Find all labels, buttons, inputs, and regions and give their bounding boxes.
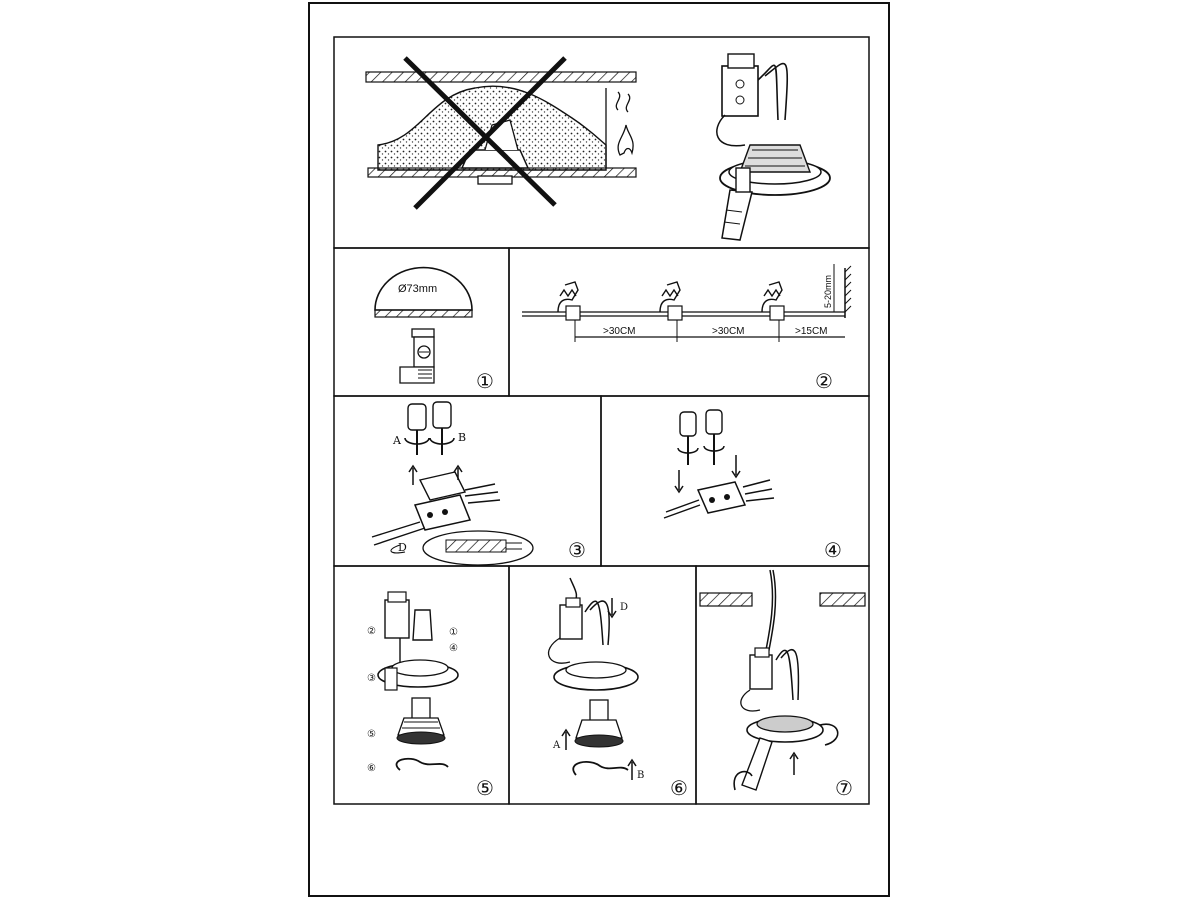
part-number-6: ⑥ — [367, 763, 376, 774]
step-1-number: ① — [476, 369, 494, 393]
label-d-step6: D — [620, 602, 629, 613]
page-border — [309, 3, 889, 896]
part-number-3: ③ — [367, 673, 376, 684]
step-2-number: ② — [815, 369, 833, 393]
step-6-number: ⑥ — [670, 776, 688, 800]
step-4-number: ④ — [824, 538, 842, 562]
label-a-step6: A — [553, 740, 561, 751]
distance-label-2: >30CM — [712, 326, 745, 337]
part-number-5: ⑤ — [367, 729, 376, 740]
part-number-4: ④ — [449, 643, 458, 654]
label-d: D — [398, 541, 407, 554]
gap-label: 5-20mm — [823, 274, 833, 308]
step-3-number: ③ — [568, 538, 586, 562]
cutout-diameter-label: Ø73mm — [398, 283, 438, 295]
part-number-2: ② — [367, 626, 376, 637]
step-5-number: ⑤ — [476, 776, 494, 800]
part-number-1: ① — [449, 627, 458, 638]
step-7-number: ⑦ — [835, 776, 853, 800]
ceiling-board-left — [700, 593, 752, 606]
ceiling-board-right — [820, 593, 865, 606]
label-b: B — [458, 431, 467, 444]
label-a: A — [393, 434, 401, 447]
distance-label-1: >30CM — [603, 326, 636, 337]
label-b-step6: B — [637, 770, 645, 781]
ceiling-slab — [366, 72, 636, 82]
distance-label-3: >15CM — [795, 326, 828, 337]
